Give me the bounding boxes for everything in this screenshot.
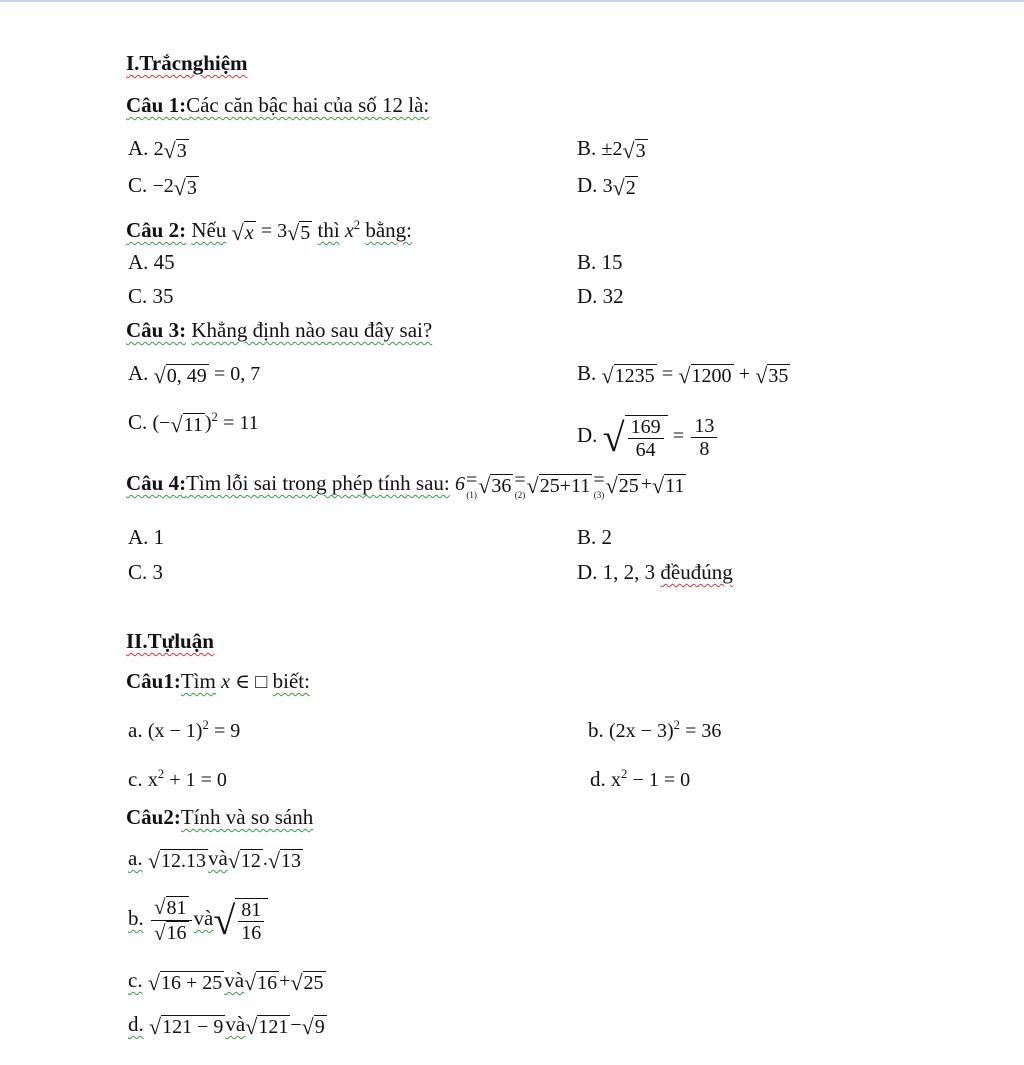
radical: √16 + 25 <box>147 970 223 996</box>
q1-option-a: A. 2√3 <box>128 131 189 168</box>
q4-option-a: A. 1 <box>128 525 165 549</box>
q2-option-a: A. 45 <box>128 250 175 274</box>
problem-1: Câu1:Tìm x ∈ □ biết: <box>126 669 310 693</box>
fraction: $\frac{13}{8}$ <box>691 415 717 460</box>
p1-item-a: a. $(x - 1)^2 = 9$ <box>128 718 241 742</box>
q4-options-ab <box>0 520 1024 554</box>
radical: √0, 49 <box>153 363 207 389</box>
q1-option-c: C. −2√3 <box>128 168 199 205</box>
p2-item-c: c. √16 + 25và√16 +√25 <box>0 963 1024 997</box>
section2-heading <box>0 624 1024 658</box>
q1-options-ab <box>0 131 1024 165</box>
radical: √x <box>231 220 254 246</box>
radical: √11 <box>651 473 685 499</box>
section1-heading <box>0 46 1024 80</box>
radical: √5 <box>287 220 311 246</box>
p2-item-d: d. √121 − 9và√121 −√9 <box>0 1007 1024 1041</box>
q3-text: Khẳng định nào sau đây sai? <box>191 318 433 342</box>
q4-option-c: C. 3 <box>128 560 164 584</box>
q2-options-ab <box>0 245 1024 279</box>
radical: √ $\frac{81}{16}$ <box>213 889 268 951</box>
q1-option-b: B. ±2√3 <box>577 131 648 168</box>
radical: √13 <box>267 848 301 874</box>
section1-title: I.Trắcnghiệm <box>126 51 248 75</box>
q3-option-d: D. √ $\frac{169}{64}$ = $\frac{13}{8}$ <box>577 410 719 463</box>
q1-label: Câu 1: <box>126 93 187 117</box>
q4-option-d: D. 1, 2, 3 đềuđúng <box>577 560 733 584</box>
radical: √ $\frac{169}{64}$ <box>603 411 668 463</box>
p1-items-ab <box>0 708 1024 742</box>
question-3 <box>0 313 1024 347</box>
radical: √1200 <box>678 363 732 389</box>
q2-option-d: D. 32 <box>577 284 624 308</box>
p1-item-d: d. $x^2 - 1 = 0$ <box>590 767 691 791</box>
q3-label: Câu 3: <box>126 318 187 342</box>
radical: √121 <box>245 1014 289 1040</box>
problem-2: Câu2:Tính và so sánh <box>126 805 314 829</box>
q3-option-a: A. √0, 49 = 0, 7 <box>128 356 260 393</box>
radical: √1235 <box>601 363 655 389</box>
q2-options-cd <box>0 279 1024 313</box>
question-1 <box>0 88 1024 122</box>
radical: √3 <box>622 138 646 164</box>
q4-option-b: B. 2 <box>577 525 613 549</box>
radical: √3 <box>163 138 187 164</box>
radical: √12 <box>227 848 261 874</box>
radical: √121 − 9 <box>149 1014 224 1040</box>
p1-item-b: b. $(2x - 3)^2 = 36$ <box>588 718 722 742</box>
radical: √25 <box>605 473 639 499</box>
section2-title: II.Tựluận <box>126 629 214 653</box>
q3-options-ab <box>0 356 1024 390</box>
q1-option-d: D. 3√2 <box>577 168 638 205</box>
radical: √16 <box>244 970 278 996</box>
radical: √9 <box>301 1014 325 1040</box>
q2-option-b: B. 15 <box>577 250 623 274</box>
p1-label: Câu1: <box>126 669 181 693</box>
radical: √25+11 <box>526 473 591 499</box>
question-4: Câu 4:Tìm lỗi sai trong phép tính sau: 6 = (1) √36 = (2) √25+11 = (3) √25 +√11 <box>0 466 1024 500</box>
q4-label: Câu 4: <box>126 471 187 495</box>
p2-item-a: a. √12.13và√12 .√13 <box>0 841 1024 875</box>
radical: √11 <box>170 412 203 438</box>
q4-options-cd <box>0 555 1024 589</box>
q2-label: Câu 2: <box>126 218 187 242</box>
p2-label: Câu2: <box>126 805 181 829</box>
radical: √12.13 <box>147 848 206 874</box>
question-2: Câu 2: Nếu √x = 3√5 thì $x^2$ bằng: <box>0 208 1024 242</box>
radical: √2 <box>612 175 636 201</box>
p2-item-b: b. $\frac{√81}{√16}$ và√ $\frac{81}{16}$ <box>0 888 1024 948</box>
q1-options-cd <box>0 168 1024 202</box>
fraction: $\frac{√81}{√16}$ <box>151 895 192 945</box>
radical: √36 <box>478 473 512 499</box>
q2-option-c: C. 35 <box>128 284 174 308</box>
q4-text: Tìm lỗi sai trong phép tính sau: <box>186 471 450 495</box>
p1-item-c: c. $x^2 + 1 = 0$ <box>128 767 227 791</box>
radical: √35 <box>755 363 789 389</box>
radical: √25 <box>290 970 324 996</box>
q1-text: Các căn bậc hai của số 12 là: <box>186 93 430 117</box>
radical: √3 <box>173 175 197 201</box>
q3-option-c: C. (−√11 )$^2$ = 11 <box>128 400 259 442</box>
q3-option-b: B. √1235 = √1200 + √35 <box>577 356 790 393</box>
p1-items-cd <box>0 757 1024 791</box>
q3-option-d-row <box>0 410 1024 460</box>
